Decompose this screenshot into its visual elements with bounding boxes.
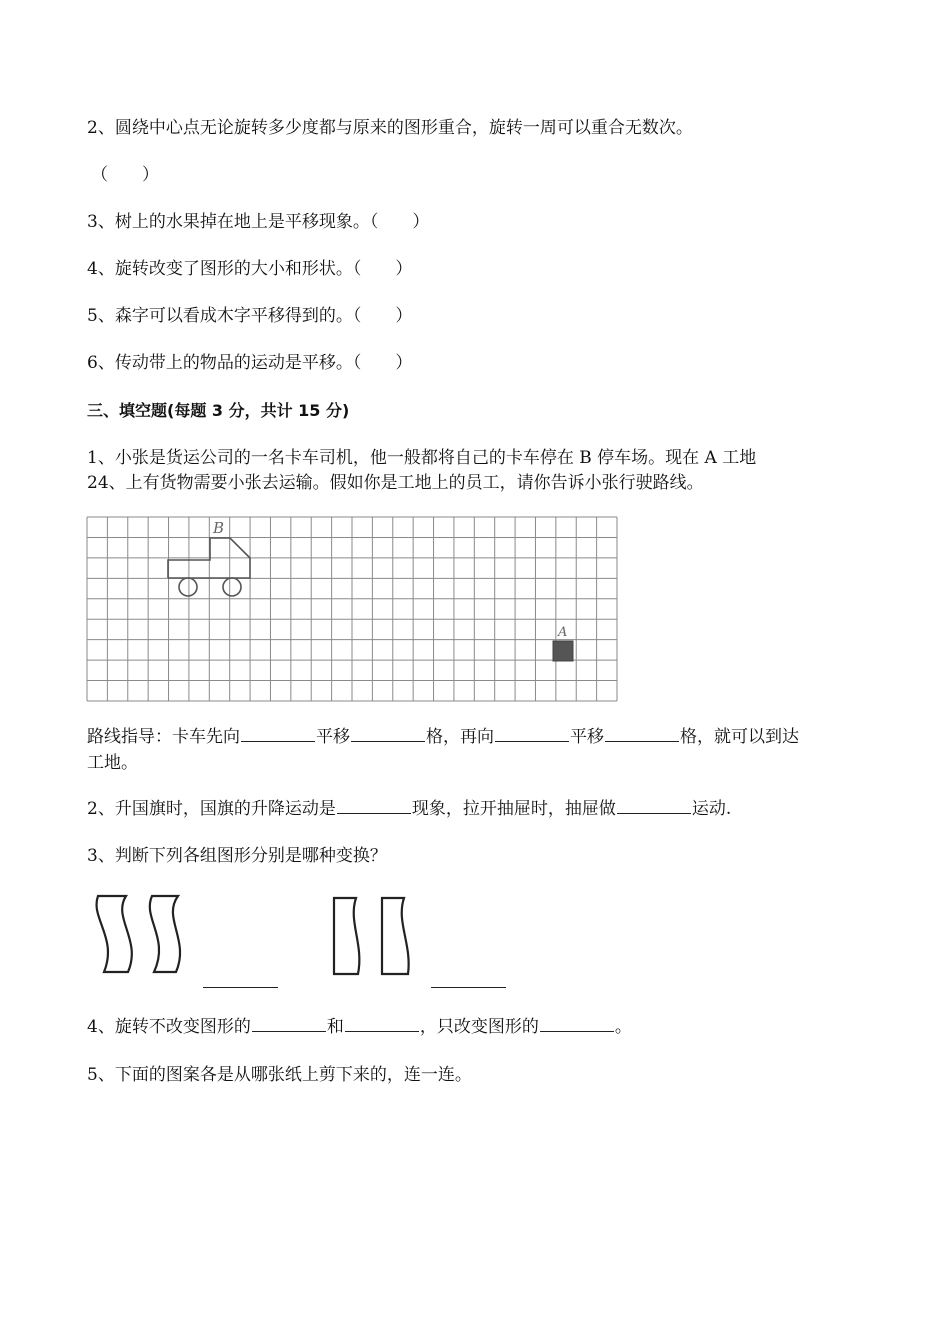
- route-text-4: 平移: [570, 727, 604, 747]
- route-guidance-line2: 工地。: [87, 753, 138, 773]
- answer-paren[interactable]: （ ）: [91, 165, 159, 185]
- q2-text-1: 2、升国旗时，国旗的升降运动是: [87, 799, 336, 819]
- question-3: 3、树上的水果掉在地上是平移现象。（ ）: [87, 212, 430, 232]
- steps-blank-1[interactable]: [351, 725, 425, 742]
- fill-question-2: [87, 797, 731, 821]
- direction-blank-1[interactable]: [241, 725, 315, 742]
- label-a: A: [558, 625, 568, 640]
- route-text-5: 格，就可以到达: [680, 727, 799, 747]
- q4-blank-1[interactable]: [252, 1015, 326, 1032]
- q4-blank-2[interactable]: [345, 1015, 419, 1032]
- question-5: 5、森字可以看成木字平移得到的。（ ）: [87, 306, 413, 326]
- route-grid-figure: [86, 516, 618, 704]
- fill-question-1-line1: 1、小张是货运公司的一名卡车司机，他一般都将自己的卡车停在 B 停车场。现在 A 工地: [87, 448, 757, 468]
- q4-text-2: 和: [326, 1017, 344, 1037]
- q2-text-3: 运动.: [691, 799, 732, 819]
- shape-pair-1: [92, 890, 192, 980]
- route-guidance: [87, 725, 799, 749]
- q4-text-1: 4、旋转不改变图形的: [87, 1017, 251, 1037]
- fill-question-3: 3、判断下列各组图形分别是哪种变换？: [87, 846, 387, 866]
- q4-text-4: 。: [614, 1017, 632, 1037]
- question-4: 4、旋转改变了图形的大小和形状。（ ）: [87, 259, 413, 279]
- direction-blank-2[interactable]: [495, 725, 569, 742]
- route-text-2: 平移: [316, 727, 350, 747]
- fill-question-4: [87, 1015, 632, 1039]
- steps-blank-2[interactable]: [605, 725, 679, 742]
- q2-blank-2[interactable]: [617, 797, 691, 814]
- section-heading: 三、填空题(每题 3 分，共计 15 分): [87, 401, 350, 420]
- question-2: 2、圆绕中心点无论旋转多少度都与原来的图形重合，旋转一周可以重合无数次。: [87, 118, 693, 138]
- fill-question-5: 5、下面的图案各是从哪张纸上剪下来的，连一连。: [87, 1065, 472, 1085]
- label-b: B: [213, 519, 225, 537]
- fill-question-1-line2: 24、上有货物需要小张去运输。假如你是工地上的员工，请你告诉小张行驶路线。: [87, 473, 704, 493]
- question-6: 6、传动带上的物品的运动是平移。（ ）: [87, 353, 413, 373]
- site-a-square: [553, 641, 573, 661]
- q2-blank-1[interactable]: [337, 797, 411, 814]
- transform-blank-1[interactable]: [203, 987, 278, 988]
- route-text-3: 格，再向: [426, 727, 494, 747]
- route-text-1: 路线指导：卡车先向: [87, 727, 240, 747]
- transform-blank-2[interactable]: [431, 987, 506, 988]
- q4-blank-3[interactable]: [540, 1015, 614, 1032]
- q2-text-2: 现象，拉开抽屉时，抽屉做: [411, 799, 616, 819]
- q4-text-3: ，只改变图形的: [419, 1017, 539, 1037]
- shape-pair-2: [330, 892, 430, 982]
